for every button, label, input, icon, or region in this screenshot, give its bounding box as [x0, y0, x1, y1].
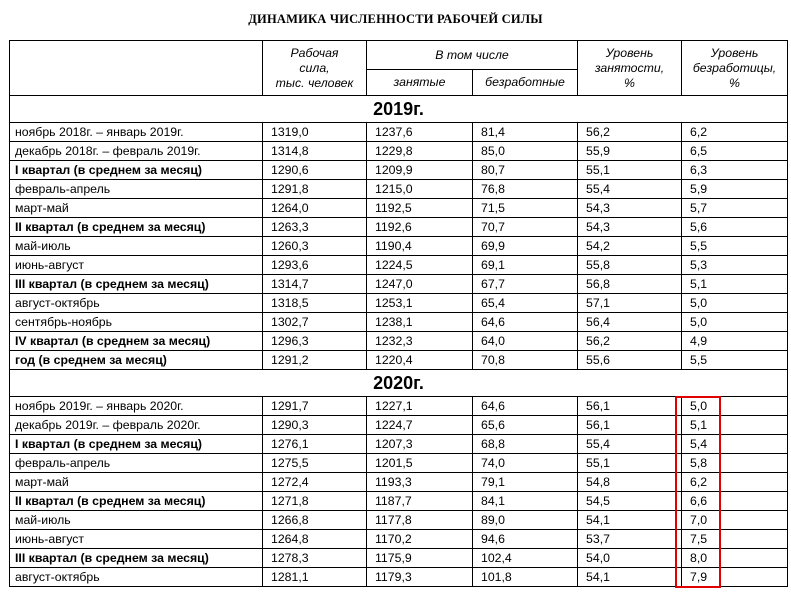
labor-force-cell: 1290,3: [263, 416, 367, 435]
employment-rate-cell: 53,7: [578, 530, 682, 549]
unemployed-cell: 64,6: [473, 397, 578, 416]
employed-cell: 1238,1: [367, 313, 473, 332]
table-header: [10, 41, 788, 96]
employed-cell: 1179,3: [367, 568, 473, 587]
unemployment-rate-cell: 7,5: [682, 530, 788, 549]
employed-cell: 1232,3: [367, 332, 473, 351]
employed-cell: 1209,9: [367, 161, 473, 180]
unemployment-rate-cell: 6,2: [682, 123, 788, 142]
employed-cell: 1224,5: [367, 256, 473, 275]
table-row: [10, 313, 788, 332]
unemployed-cell: 85,0: [473, 142, 578, 161]
unemployment-rate-cell: 5,4: [682, 435, 788, 454]
unemployment-rate-cell: 6,6: [682, 492, 788, 511]
unemployed-cell: 64,6: [473, 313, 578, 332]
labor-force-cell: 1278,3: [263, 549, 367, 568]
employed-cell: 1192,5: [367, 199, 473, 218]
period-cell: март-май: [10, 473, 263, 492]
unemployed-cell: 70,8: [473, 351, 578, 370]
unemployed-cell: 101,8: [473, 568, 578, 587]
employed-cell: 1201,5: [367, 454, 473, 473]
employment-rate-cell: 55,6: [578, 351, 682, 370]
table-row: [10, 416, 788, 435]
employment-rate-cell: 56,2: [578, 332, 682, 351]
unemployment-rate-cell: 7,9: [682, 568, 788, 587]
labor-force-cell: 1319,0: [263, 123, 367, 142]
unemployment-rate-cell: 5,7: [682, 199, 788, 218]
header-period: [10, 41, 263, 96]
employed-cell: 1253,1: [367, 294, 473, 313]
employed-cell: 1187,7: [367, 492, 473, 511]
unemployed-cell: 67,7: [473, 275, 578, 294]
labor-force-cell: 1281,1: [263, 568, 367, 587]
labor-force-table: [9, 40, 788, 587]
employed-cell: 1215,0: [367, 180, 473, 199]
period-cell: год (в среднем за месяц): [10, 351, 263, 370]
unemployment-rate-cell: 5,5: [682, 237, 788, 256]
period-cell: май-июль: [10, 511, 263, 530]
unemployed-cell: 74,0: [473, 454, 578, 473]
labor-force-cell: 1264,0: [263, 199, 367, 218]
table-row: [10, 351, 788, 370]
header-including: В том числе: [367, 41, 578, 70]
table-row: [10, 275, 788, 294]
labor-force-cell: 1314,8: [263, 142, 367, 161]
unemployment-rate-cell: 5,1: [682, 416, 788, 435]
employed-cell: 1177,8: [367, 511, 473, 530]
period-cell: май-июль: [10, 237, 263, 256]
employed-cell: 1224,7: [367, 416, 473, 435]
table-row: [10, 549, 788, 568]
unemployment-rate-cell: 6,5: [682, 142, 788, 161]
labor-force-cell: 1291,7: [263, 397, 367, 416]
employment-rate-cell: 57,1: [578, 294, 682, 313]
employment-rate-cell: 56,8: [578, 275, 682, 294]
employment-rate-cell: 54,8: [578, 473, 682, 492]
table-row: [10, 180, 788, 199]
unemployment-rate-cell: 5,6: [682, 218, 788, 237]
unemployed-cell: 65,6: [473, 416, 578, 435]
unemployment-rate-cell: 5,3: [682, 256, 788, 275]
employment-rate-cell: 55,4: [578, 180, 682, 199]
period-cell: II квартал (в среднем за месяц): [10, 492, 263, 511]
labor-force-cell: 1275,5: [263, 454, 367, 473]
labor-force-cell: 1271,8: [263, 492, 367, 511]
employed-cell: 1247,0: [367, 275, 473, 294]
employed-cell: 1237,6: [367, 123, 473, 142]
page-title: ДИНАМИКА ЧИСЛЕННОСТИ РАБОЧЕЙ СИЛЫ: [248, 12, 543, 26]
period-cell: IV квартал (в среднем за месяц): [10, 332, 263, 351]
table-row: [10, 199, 788, 218]
year-heading: 2019г.: [10, 96, 788, 123]
period-cell: III квартал (в среднем за месяц): [10, 549, 263, 568]
period-cell: ноябрь 2018г. – январь 2019г.: [10, 123, 263, 142]
unemployed-cell: 71,5: [473, 199, 578, 218]
table-row: [10, 397, 788, 416]
labor-force-cell: 1318,5: [263, 294, 367, 313]
unemployment-rate-cell: 5,0: [682, 294, 788, 313]
period-cell: III квартал (в среднем за месяц): [10, 275, 263, 294]
table-row: [10, 332, 788, 351]
unemployment-rate-cell: 5,8: [682, 454, 788, 473]
unemployed-cell: 70,7: [473, 218, 578, 237]
labor-force-cell: 1293,6: [263, 256, 367, 275]
header-unemployment-rate: Уровень безработицы, %: [682, 41, 788, 96]
period-cell: ноябрь 2019г. – январь 2020г.: [10, 397, 263, 416]
period-cell: август-октябрь: [10, 294, 263, 313]
labor-force-cell: 1296,3: [263, 332, 367, 351]
table-row: [10, 454, 788, 473]
year-row: [10, 370, 788, 397]
employed-cell: 1190,4: [367, 237, 473, 256]
period-cell: август-октябрь: [10, 568, 263, 587]
table-row: [10, 530, 788, 549]
employed-cell: 1193,3: [367, 473, 473, 492]
employment-rate-cell: 54,3: [578, 199, 682, 218]
table-row: [10, 435, 788, 454]
unemployment-rate-cell: 7,0: [682, 511, 788, 530]
employment-rate-cell: 55,1: [578, 161, 682, 180]
period-cell: I квартал (в среднем за месяц): [10, 435, 263, 454]
employment-rate-cell: 56,1: [578, 416, 682, 435]
employed-cell: 1229,8: [367, 142, 473, 161]
labor-force-cell: 1291,2: [263, 351, 367, 370]
period-cell: март-май: [10, 199, 263, 218]
period-cell: II квартал (в среднем за месяц): [10, 218, 263, 237]
employment-rate-cell: 54,5: [578, 492, 682, 511]
employment-rate-cell: 56,2: [578, 123, 682, 142]
header-labor-force: Рабочая сила, тыс. человек: [263, 41, 367, 96]
labor-force-cell: 1264,8: [263, 530, 367, 549]
unemployed-cell: 69,9: [473, 237, 578, 256]
employment-rate-cell: 56,4: [578, 313, 682, 332]
table-row: [10, 142, 788, 161]
period-cell: февраль-апрель: [10, 454, 263, 473]
unemployed-cell: 65,4: [473, 294, 578, 313]
employment-rate-cell: 54,1: [578, 568, 682, 587]
unemployed-cell: 84,1: [473, 492, 578, 511]
labor-force-cell: 1272,4: [263, 473, 367, 492]
employed-cell: 1207,3: [367, 435, 473, 454]
year-row: [10, 96, 788, 123]
employed-cell: 1227,1: [367, 397, 473, 416]
employment-rate-cell: 54,1: [578, 511, 682, 530]
period-cell: I квартал (в среднем за месяц): [10, 161, 263, 180]
employment-rate-cell: 55,1: [578, 454, 682, 473]
labor-force-cell: 1263,3: [263, 218, 367, 237]
employed-cell: 1175,9: [367, 549, 473, 568]
period-cell: декабрь 2019г. – февраль 2020г.: [10, 416, 263, 435]
employed-cell: 1220,4: [367, 351, 473, 370]
unemployed-cell: 102,4: [473, 549, 578, 568]
unemployed-cell: 69,1: [473, 256, 578, 275]
table-row: [10, 161, 788, 180]
unemployment-rate-cell: 8,0: [682, 549, 788, 568]
period-cell: июнь-август: [10, 530, 263, 549]
employment-rate-cell: 55,4: [578, 435, 682, 454]
labor-force-cell: 1302,7: [263, 313, 367, 332]
unemployed-cell: 76,8: [473, 180, 578, 199]
header-employed: занятые: [367, 70, 473, 96]
table-row: [10, 237, 788, 256]
unemployment-rate-cell: 4,9: [682, 332, 788, 351]
table-row: [10, 294, 788, 313]
table-row: [10, 123, 788, 142]
header-employment-rate: Уровень занятости, %: [578, 41, 682, 96]
employment-rate-cell: 56,1: [578, 397, 682, 416]
unemployed-cell: 81,4: [473, 123, 578, 142]
table-row: [10, 492, 788, 511]
unemployed-cell: 79,1: [473, 473, 578, 492]
period-cell: июнь-август: [10, 256, 263, 275]
unemployment-rate-cell: 5,9: [682, 180, 788, 199]
labor-force-cell: 1290,6: [263, 161, 367, 180]
unemployed-cell: 64,0: [473, 332, 578, 351]
period-cell: сентябрь-ноябрь: [10, 313, 263, 332]
header-unemployed: безработные: [473, 70, 578, 96]
employed-cell: 1192,6: [367, 218, 473, 237]
unemployment-rate-cell: 5,5: [682, 351, 788, 370]
unemployed-cell: 94,6: [473, 530, 578, 549]
labor-force-cell: 1260,3: [263, 237, 367, 256]
table-row: [10, 256, 788, 275]
unemployment-rate-cell: 6,3: [682, 161, 788, 180]
year-heading: 2020г.: [10, 370, 788, 397]
employed-cell: 1170,2: [367, 530, 473, 549]
unemployment-rate-cell: 5,0: [682, 313, 788, 332]
unemployed-cell: 68,8: [473, 435, 578, 454]
employment-rate-cell: 55,8: [578, 256, 682, 275]
labor-force-cell: 1314,7: [263, 275, 367, 294]
unemployment-rate-cell: 5,0: [682, 397, 788, 416]
table-row: [10, 218, 788, 237]
unemployment-rate-cell: 6,2: [682, 473, 788, 492]
unemployment-rate-cell: 5,1: [682, 275, 788, 294]
period-cell: декабрь 2018г. – февраль 2019г.: [10, 142, 263, 161]
table-row: [10, 568, 788, 587]
employment-rate-cell: 54,0: [578, 549, 682, 568]
employment-rate-cell: 55,9: [578, 142, 682, 161]
table-row: [10, 473, 788, 492]
period-cell: февраль-апрель: [10, 180, 263, 199]
labor-force-cell: 1266,8: [263, 511, 367, 530]
labor-force-cell: 1291,8: [263, 180, 367, 199]
unemployed-cell: 80,7: [473, 161, 578, 180]
labor-force-cell: 1276,1: [263, 435, 367, 454]
table-row: [10, 511, 788, 530]
unemployed-cell: 89,0: [473, 511, 578, 530]
employment-rate-cell: 54,2: [578, 237, 682, 256]
employment-rate-cell: 54,3: [578, 218, 682, 237]
